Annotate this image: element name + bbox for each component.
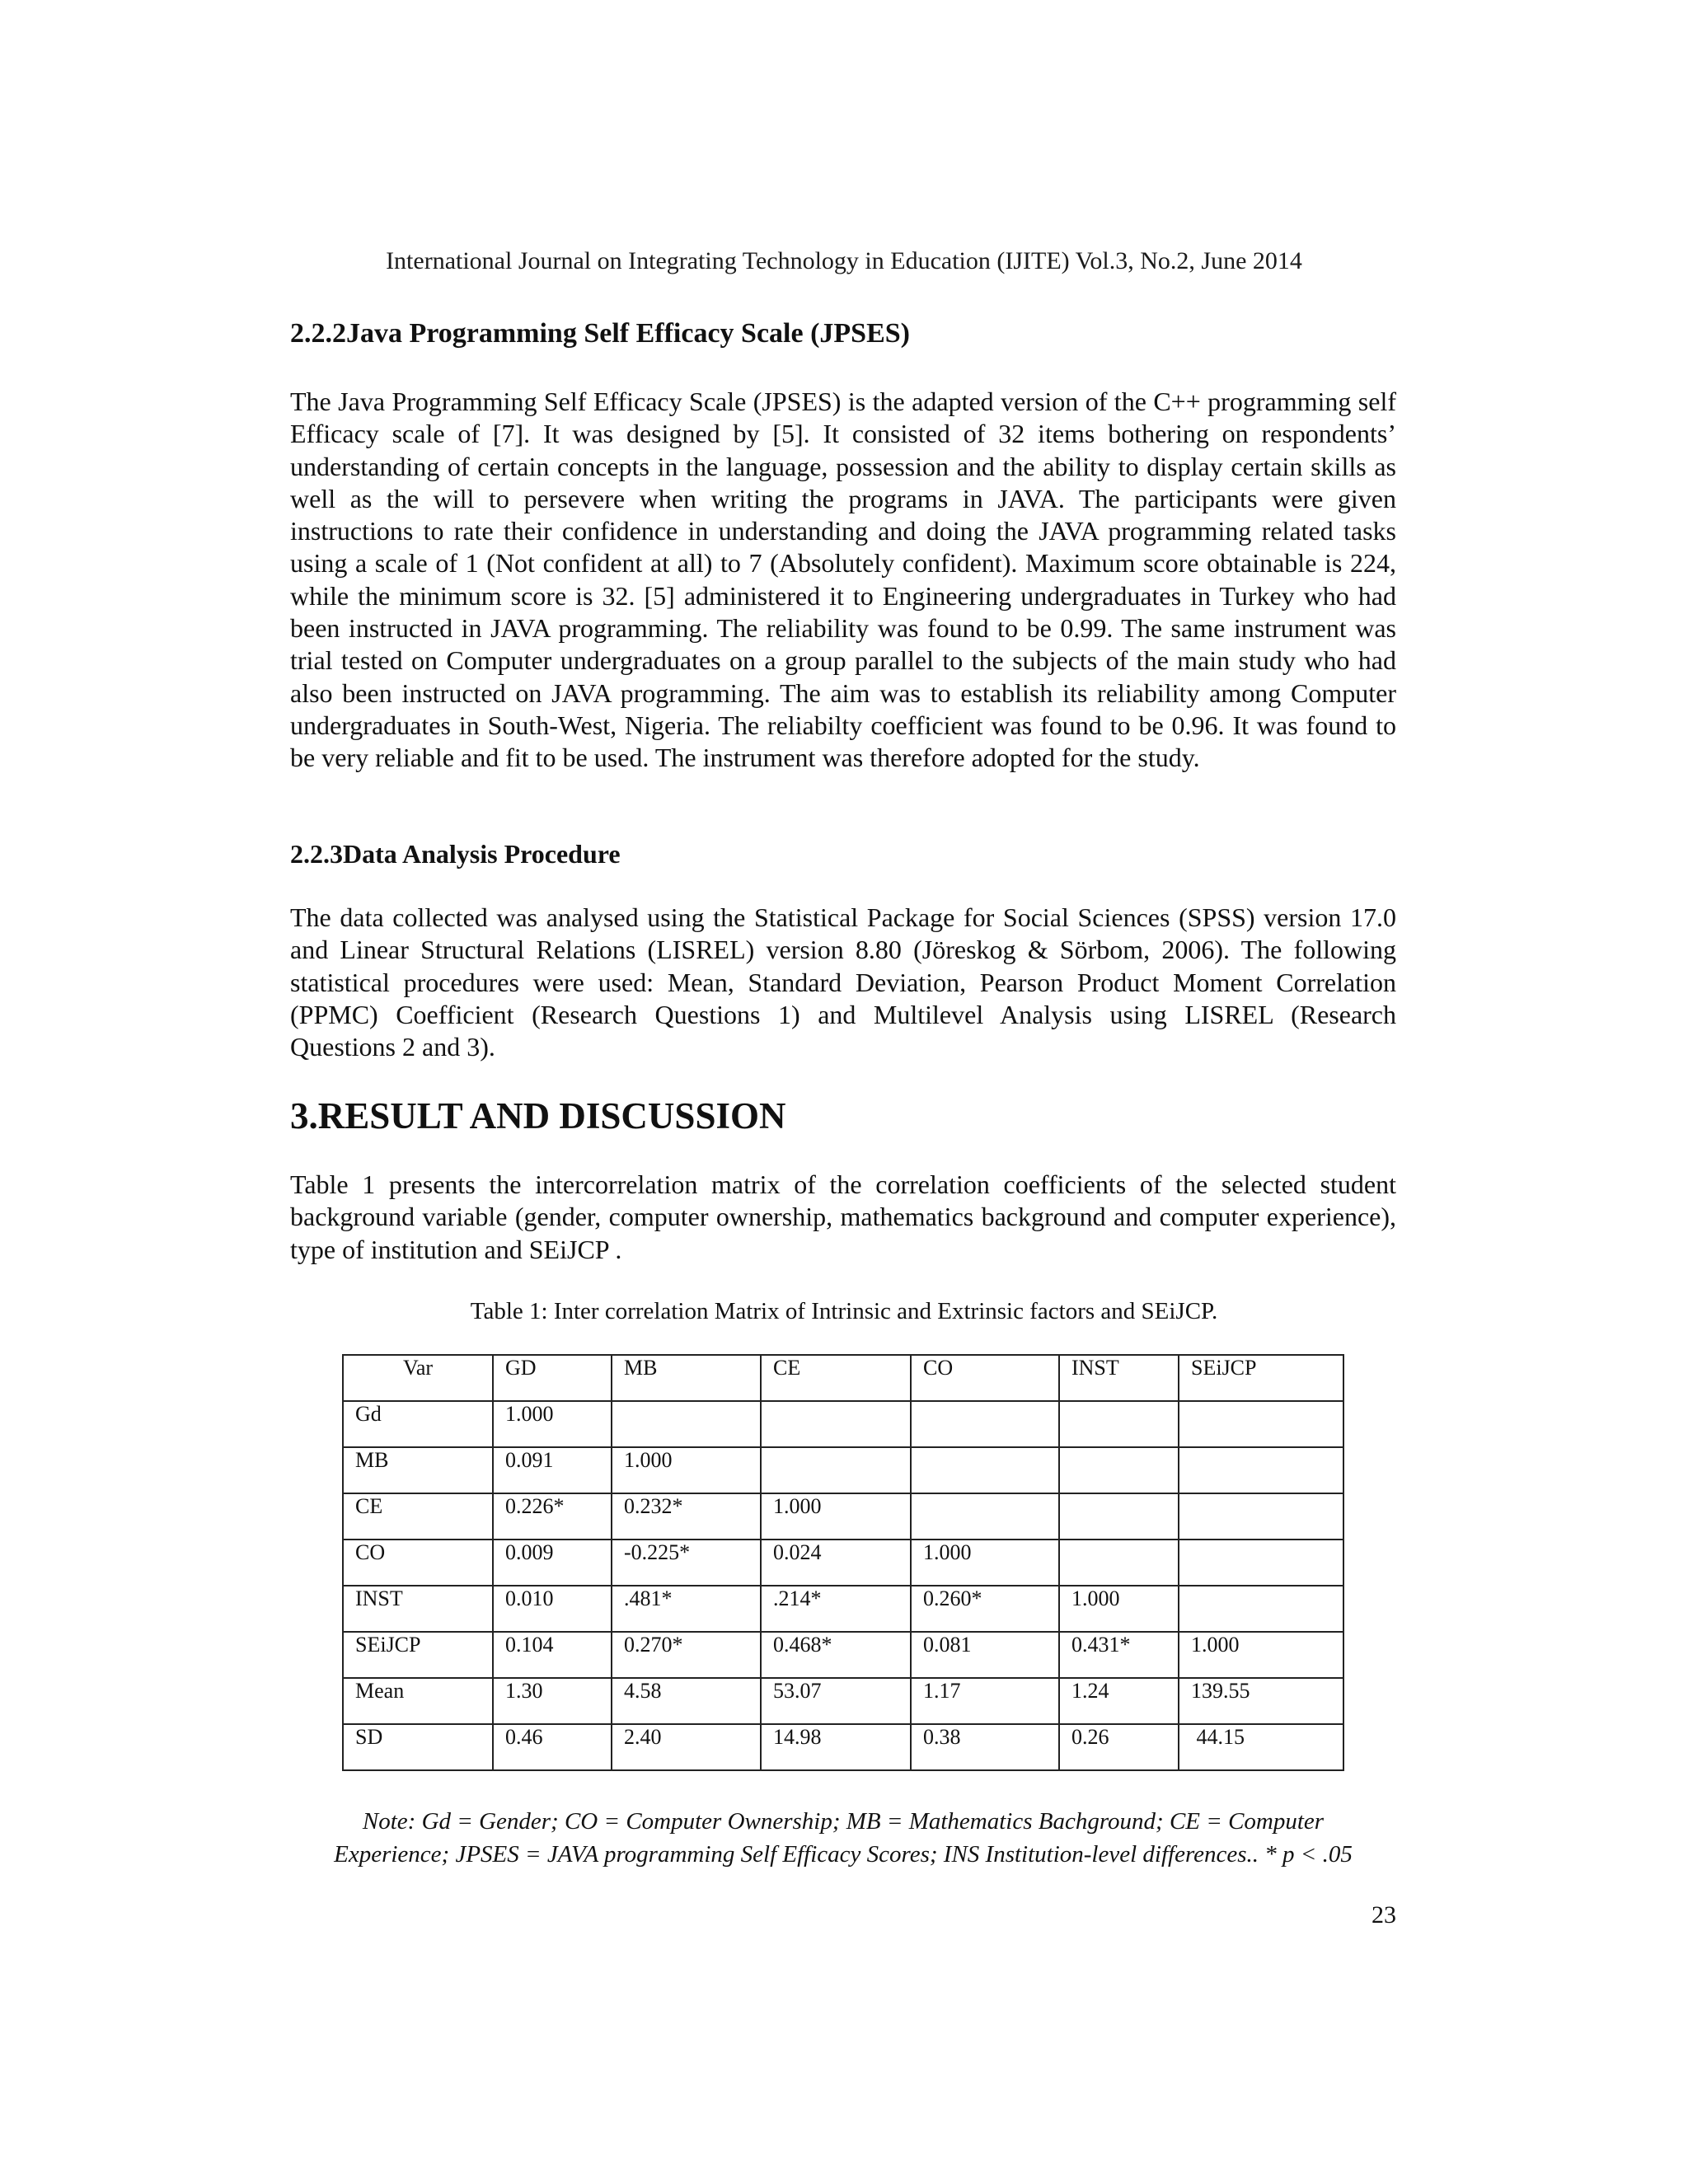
table-cell [911,1447,1059,1493]
table-cell: 1.000 [911,1540,1059,1586]
table-cell: 1.000 [761,1493,911,1540]
table-cell: 1.000 [493,1401,612,1447]
table-cell: 0.081 [911,1632,1059,1678]
table-note-line-1: Note: Gd = Gender; CO = Computer Ownership; MB = Mathematics Bachground; CE = Computer [362,1808,1325,1835]
table-cell: 0.46 [493,1724,612,1770]
table-cell [1179,1586,1343,1632]
table-cell: 0.104 [493,1632,612,1678]
table-cell: 0.010 [493,1586,612,1632]
row-label: INST [343,1586,493,1632]
table-cell: .214* [761,1586,911,1632]
table-cell [911,1401,1059,1447]
table-cell: 139.55 [1179,1678,1343,1724]
table-cell [911,1493,1059,1540]
row-label: CO [343,1540,493,1586]
table-cell: 0.024 [761,1540,911,1586]
table-header-row [343,1355,1343,1401]
row-label: MB [343,1447,493,1493]
table-cell [1059,1401,1179,1447]
row-label: SEiJCP [343,1632,493,1678]
table-row [343,1447,1343,1493]
table-cell: 1.000 [612,1447,761,1493]
row-label: SD [343,1724,493,1770]
table-cell [1059,1493,1179,1540]
table-cell [1179,1493,1343,1540]
table-cell: 14.98 [761,1724,911,1770]
table-cell [612,1401,761,1447]
table-cell: 1.000 [1179,1632,1343,1678]
table-cell [1179,1447,1343,1493]
section-heading-jpses: 2.2.2Java Programming Self Efficacy Scale (JPSES) [290,318,911,349]
table-row [343,1632,1343,1678]
table-cell: 0.431* [1059,1632,1179,1678]
table-cell: 0.260* [911,1586,1059,1632]
data-analysis-paragraph: The data collected was analysed using the Statistical Package for Social Sciences (SPSS) version 17.0 and Linear Structural Relations (LISREL) version 8.80 (Jöreskog & Sörbom, 2006). The following statistical procedures were used: Mean, Standard Deviation, Pearson Product Moment Correlation (PPMC) Coefficient (Research Questions 1) and Multilevel Analysis using LISREL (Research Questions 2 and 3). [290,902,1396,1062]
header-cell: INST [1059,1355,1179,1401]
table-cell [761,1447,911,1493]
table-cell: 44.15 [1179,1724,1343,1770]
table-cell [1059,1540,1179,1586]
table-cell: 4.58 [612,1678,761,1724]
table-cell: .481* [612,1586,761,1632]
table-note-line-2: Experience; JPSES = JAVA programming Self Efficacy Scores; INS Institution-level differences.. * p < .05 [334,1841,1353,1868]
results-paragraph: Table 1 presents the intercorrelation matrix of the correlation coefficients of the selected student background variable (gender, computer ownership, mathematics background and computer experience), type of institution and SEiJCP . [290,1169,1396,1264]
running-header: International Journal on Integrating Technology in Education (IJITE) Vol.3, No.2, June 2014 [386,247,1302,274]
page-number: 23 [1372,1901,1396,1929]
correlation-matrix-table [342,1354,1344,1771]
table-cell: 1.30 [493,1678,612,1724]
table-cell: 53.07 [761,1678,911,1724]
table-cell [1179,1540,1343,1586]
table-row [343,1401,1343,1447]
header-cell: GD [493,1355,612,1401]
table-cell: 0.091 [493,1447,612,1493]
table-cell: 1.17 [911,1678,1059,1724]
table-row [343,1540,1343,1586]
table-cell: 0.270* [612,1632,761,1678]
row-label: CE [343,1493,493,1540]
table-cell: 0.009 [493,1540,612,1586]
table-cell: 2.40 [612,1724,761,1770]
table-cell: -0.225* [612,1540,761,1586]
header-cell: CE [761,1355,911,1401]
table-row [343,1586,1343,1632]
table-cell: 1.000 [1059,1586,1179,1632]
table-cell: 0.26 [1059,1724,1179,1770]
table-caption: Table 1: Inter correlation Matrix of Intrinsic and Extrinsic factors and SEiJCP. [470,1298,1218,1324]
table-cell: 0.468* [761,1632,911,1678]
table-row [343,1493,1343,1540]
row-label: Gd [343,1401,493,1447]
table-cell: 0.226* [493,1493,612,1540]
table-cell [1059,1447,1179,1493]
header-cell: Var [343,1355,493,1401]
table-note [290,1805,1396,1871]
table-cell: 0.38 [911,1724,1059,1770]
table-cell [1179,1401,1343,1447]
table-row [343,1724,1343,1770]
table-cell: 0.232* [612,1493,761,1540]
table-row [343,1678,1343,1724]
section-heading-data-analysis: 2.2.3Data Analysis Procedure [290,839,621,869]
header-cell: CO [911,1355,1059,1401]
table-cell [761,1401,911,1447]
header-cell: SEiJCP [1179,1355,1343,1401]
section-heading-results: 3.RESULT AND DISCUSSION [290,1095,786,1137]
jpses-paragraph: The Java Programming Self Efficacy Scale (JPSES) is the adapted version of the C++ programming self Efficacy scale of [7]. It was designed by [5]. It consisted of 32 items bothering on respondents’ understanding of certain concepts in the language, possession and the ability to display certain skills as well as the will to persevere when writing the programs in JAVA. The participants were given instructions to rate their confidence in understanding and doing the JAVA programming related tasks using a scale of 1 (Not confident at all) to 7 (Absolutely confident). Maximum score obtainable is 224, while the minimum score is 32. [5] administered it to Engineering undergraduates in Turkey who had been instructed in JAVA programming. The reliability was found to be 0.99. The same instrument was trial tested on Computer undergraduates on a group parallel to the subjects of the main study who had also been instructed on JAVA programming. The aim was to establish its reliability among Computer undergraduates in South-West, Nigeria. The reliabilty coefficient was found to be 0.96. It was found to be very reliable and fit to be used. The instrument was therefore adopted for the study. [290,387,1396,773]
table-cell: 1.24 [1059,1678,1179,1724]
row-label: Mean [343,1678,493,1724]
header-cell: MB [612,1355,761,1401]
